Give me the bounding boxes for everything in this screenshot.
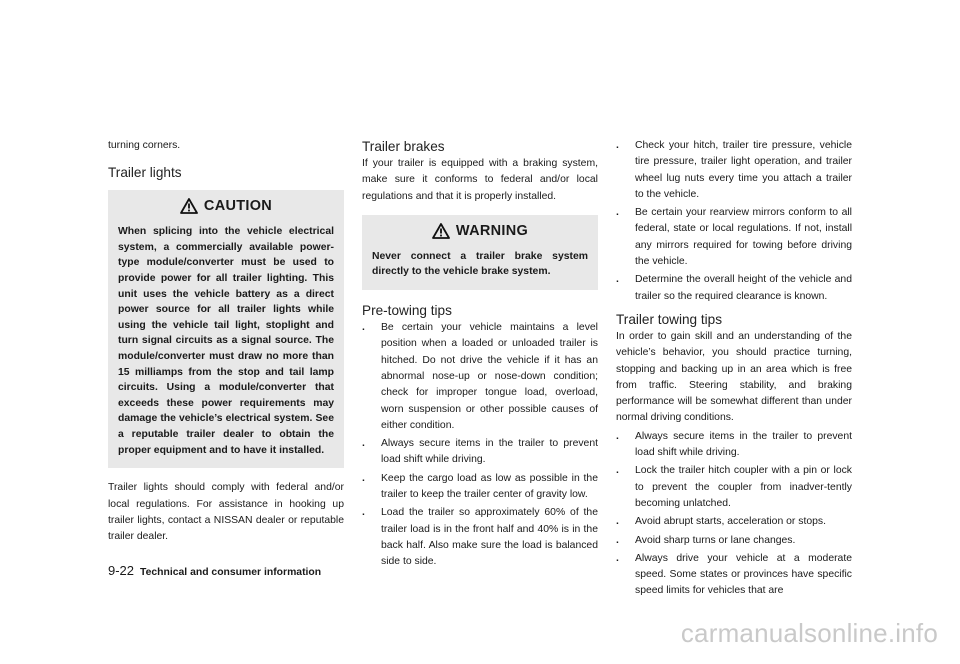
list-item-text: Determine the overall height of the vehicle and trailer so the required clearance is known. [635,274,852,302]
page-number: 9-22 [108,563,135,578]
towing-tips-body: In order to gain skill and an understanding of the vehicle’s behavior, you should practice turning, stopping and backing up in an area which is free from traffic. Steering stability, and braking performance will be somewhat different than under normal driving conditions. [616,330,852,424]
bullet-marker: . [362,438,365,450]
pre-towing-list [362,320,598,570]
bullet-marker: . [362,507,365,519]
list-item-text: Always drive your vehicle at a moderate speed. Some states or provinces have specific speed limits for vehicles that are [635,552,852,597]
warning-box [362,215,598,290]
heading-trailer-lights: Trailer lights [108,165,182,181]
list-item [616,463,852,512]
warning-triangle-icon [180,198,198,214]
column-left [108,138,344,545]
caution-title: CAUTION [203,198,273,215]
list-item-text: Check your hitch, trailer tire pressure, vehicle tire pressure, trailer light operation, and trailer wheel lug nuts every time you attach a trailer to the vehicle. [635,140,852,200]
caution-header [118,198,334,214]
bullet-marker: . [616,207,619,219]
list-item [616,533,852,549]
trailer-brakes-body: If your trailer is equipped with a braking system, make sure it conforms to federal and/or local regulations and that it is properly installed. [362,158,598,202]
page-footer [108,563,321,578]
bullet-marker: . [616,552,619,564]
trailer-lights-body: Trailer lights should comply with federal and/or local regulations. For assistance in hooking up trailer lights, contact a NISSAN dealer or reputable trailer dealer. [108,482,344,543]
bullet-marker: . [616,534,619,546]
list-item-text: Lock the trailer hitch coupler with a pin or lock to prevent the coupler from inadver-tently becoming unlatched. [635,465,852,509]
warning-header [372,223,588,239]
bullet-marker: . [616,140,619,151]
list-item [616,138,852,203]
list-item-text: Be certain your vehicle maintains a level position when a loaded or unloaded trailer is hitched. Do not drive the vehicle if it has an abnormal nose-up or nose-down condition; check for improper tongue load, overload, worn suspension or other possible causes of either condition. [381,322,598,431]
list-item-text: Be certain your rearview mirrors conform to all federal, state or local regulations. If not, install any mirrors required for towing before driving the vehicle. [635,207,852,268]
list-item-text: Avoid abrupt starts, acceleration or stops. [635,516,826,528]
list-item-text: Keep the cargo load as low as possible in the trailer to keep the trailer center of gravity low. [381,472,598,501]
column-right [616,138,852,602]
heading-pre-towing-tips: Pre-towing tips [362,303,452,319]
list-item [362,471,598,504]
column-middle [362,138,598,573]
bullet-marker: . [616,516,619,528]
list-item [616,272,852,305]
bullet-marker: . [616,465,619,477]
heading-trailer-towing-tips: Trailer towing tips [616,311,723,327]
list-item-text: Load the trailer so approximately 60% of the trailer load is in the front half and 40% is in the back half. Also make sure the load is balanced side to side. [381,507,598,568]
warning-text: Never connect a trailer brake system directly to the vehicle brake system. [372,250,588,278]
intro-text: turning corners. [108,140,181,151]
list-item-text: Avoid sharp turns or lane changes. [635,534,796,546]
list-item-text: Always secure items in the trailer to prevent load shift while driving. [635,430,852,459]
bullet-marker: . [362,322,365,334]
section-title: Technical and consumer information [140,567,322,578]
list-item [616,514,852,530]
list-item [362,436,598,469]
caution-text: When splicing into the vehicle electrical system, a commercially available power-type module/converter must be used to provide power for all trailer lighting. This unit uses the vehicle battery as a direct power source for all trailer lights while using the vehicle tail light, stoplight and turn signal circuits as a signal source. The module/converter must draw no more than 15 milliamps from the stop and tail lamp circuits. Using a module/converter that exceeds these power requirements may damage the vehicle’s electrical system. See a reputable trailer dealer to obtain the proper equipment and to have it installed. [118,226,334,456]
watermark: carmanualsonline.info [680,618,938,648]
towing-tips-list [616,429,852,600]
list-item [616,205,852,270]
list-item-text: Always secure items in the trailer to prevent load shift while driving. [381,438,598,466]
list-item [616,551,852,600]
list-item [362,320,598,434]
bullet-marker: . [616,430,619,442]
bullet-marker: . [362,472,365,484]
warning-title: WARNING [455,222,529,239]
bullet-marker: . [616,274,619,286]
pre-towing-list-continued [616,138,852,305]
list-item [362,505,598,570]
heading-trailer-brakes: Trailer brakes [362,139,445,154]
list-item [616,429,852,462]
caution-box [108,190,344,468]
warning-triangle-icon [432,223,450,239]
